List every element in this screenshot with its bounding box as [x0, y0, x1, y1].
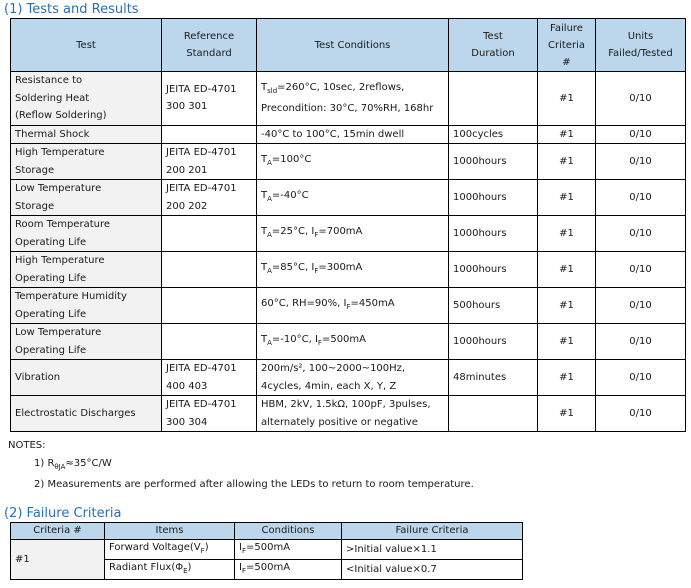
units-failed-tested: 0/10: [596, 144, 686, 180]
test-name: Electrostatic Discharges: [11, 396, 162, 432]
table-row: [11, 180, 686, 216]
header-test-conditions: Test Conditions: [257, 19, 449, 72]
table-row: [11, 360, 686, 396]
reference-standard: JEITA ED-4701 200 201: [162, 144, 257, 180]
header-test: Test: [11, 19, 162, 72]
item: Forward $Voltage(V_F)$: [105, 540, 235, 560]
test-conditions: $T_A=100^\circ C$: [257, 144, 449, 180]
units-failed-tested: 0/10: [596, 396, 686, 432]
test-name: Low Temperature Operating Life: [11, 324, 162, 360]
failure-criteria: #1: [538, 360, 596, 396]
condition: $I_F=500mA$: [235, 540, 342, 560]
table-row: [11, 216, 686, 252]
test-conditions: $T_A=85^\circ C$, $I_F=300mA$: [257, 252, 449, 288]
failure-criteria: #1: [538, 180, 596, 216]
test-duration: 1000hours: [449, 252, 538, 288]
header-failure-criteria: Failure Criteria: [342, 523, 523, 540]
failure-criteria-table: [10, 522, 523, 580]
table-row: [11, 396, 686, 432]
criteria-id: #1: [11, 540, 105, 580]
units-failed-tested: 0/10: [596, 360, 686, 396]
failure-criteria: #1: [538, 252, 596, 288]
failure-criteria: #1: [538, 396, 596, 432]
failure-criteria: #1: [538, 125, 596, 144]
test-name: Low Temperature Storage: [11, 180, 162, 216]
test-name: Resistance to Soldering Heat (Reflow Soldering): [11, 72, 162, 126]
notes: [8, 437, 474, 494]
reference-standard: [162, 125, 257, 144]
header-criteria: Criteria #: [11, 523, 105, 540]
failure-criteria: #1: [538, 288, 596, 324]
table-row: [11, 144, 686, 180]
test-conditions: $T_A=25^\circ C$, $I_F=700mA$: [257, 216, 449, 252]
reference-standard: [162, 216, 257, 252]
notes-label: NOTES:: [8, 440, 46, 451]
test-name: Room Temperature Operating Life: [11, 216, 162, 252]
test-conditions: $T_{sld}=260^\circ C$, 10sec, 2reflows, Precondition: 30°C, 70%RH, 168hr: [257, 72, 449, 126]
table-row: [11, 252, 686, 288]
test-duration: 48minutes: [449, 360, 538, 396]
table-row: [11, 288, 686, 324]
header-items: Items: [105, 523, 235, 540]
test-duration: [449, 72, 538, 126]
test-duration: 1000hours: [449, 180, 538, 216]
reference-standard: JEITA ED-4701 400 403: [162, 360, 257, 396]
reference-standard: [162, 252, 257, 288]
units-failed-tested: 0/10: [596, 252, 686, 288]
units-failed-tested: 0/10: [596, 324, 686, 360]
reference-standard: [162, 324, 257, 360]
failure-criteria: #1: [538, 216, 596, 252]
reference-standard: JEITA ED-4701 300 301: [162, 72, 257, 126]
failure-criteria: #1: [538, 324, 596, 360]
table-row: [11, 72, 686, 126]
failure-criteria: #1: [538, 72, 596, 126]
reference-standard: JEITA ED-4701 300 304: [162, 396, 257, 432]
units-failed-tested: 0/10: [596, 216, 686, 252]
header-conditions: Conditions: [235, 523, 342, 540]
failure-criterion: >Initial value×1.1: [342, 540, 523, 560]
failure-criterion: <Initial value×0.7: [342, 560, 523, 580]
test-duration: 500hours: [449, 288, 538, 324]
test-duration: 1000hours: [449, 144, 538, 180]
table-header-row: [11, 523, 523, 540]
condition: $I_F=500mA$: [235, 560, 342, 580]
table-row: [11, 540, 523, 560]
header-failure-criteria: Failure Criteria #: [538, 19, 596, 72]
units-failed-tested: 0/10: [596, 180, 686, 216]
table-header-row: [11, 19, 686, 72]
test-conditions: $T_A=-40^\circ C$: [257, 180, 449, 216]
test-name: High Temperature Operating Life: [11, 252, 162, 288]
header-reference-standard: Reference Standard: [162, 19, 257, 72]
test-name: Vibration: [11, 360, 162, 396]
test-conditions: HBM, 2kV, 1.5kΩ, 100pF, 3pulses, alternately positive or negative: [257, 396, 449, 432]
test-name: High Temperature Storage: [11, 144, 162, 180]
tests-results-table: [10, 18, 686, 432]
test-name: Temperature Humidity Operating Life: [11, 288, 162, 324]
test-name: Thermal Shock: [11, 125, 162, 144]
reference-standard: JEITA ED-4701 200 202: [162, 180, 257, 216]
note-2: 2) Measurements are performed after allowing the LEDs to return to room temperature.: [34, 479, 474, 490]
table-row: [11, 324, 686, 360]
section-title-tests: (1) Tests and Results: [4, 2, 139, 17]
test-conditions: 200m/s², 100~2000~100Hz, 4cycles, 4min, each X, Y, Z: [257, 360, 449, 396]
section-title-failure-criteria: (2) Failure Criteria: [4, 506, 122, 521]
test-conditions: -40°C to 100°C, 15min dwell: [257, 125, 449, 144]
item: Radiant $Flux(\Phi_E)$: [105, 560, 235, 580]
reference-standard: [162, 288, 257, 324]
test-conditions: 60°C, RH=90%, $I_F=450mA$: [257, 288, 449, 324]
note-1: 1) $R_{\theta JA}\approx 35^\circ C/W$: [34, 457, 112, 471]
header-units: Units Failed/Tested: [596, 19, 686, 72]
test-duration: 1000hours: [449, 324, 538, 360]
failure-criteria: #1: [538, 144, 596, 180]
test-duration: 100cycles: [449, 125, 538, 144]
table-row: [11, 125, 686, 144]
units-failed-tested: 0/10: [596, 288, 686, 324]
header-test-duration: Test Duration: [449, 19, 538, 72]
test-duration: [449, 396, 538, 432]
test-duration: 1000hours: [449, 216, 538, 252]
units-failed-tested: 0/10: [596, 125, 686, 144]
test-conditions: $T_A=-10^\circ C$, $I_F=500mA$: [257, 324, 449, 360]
units-failed-tested: 0/10: [596, 72, 686, 126]
